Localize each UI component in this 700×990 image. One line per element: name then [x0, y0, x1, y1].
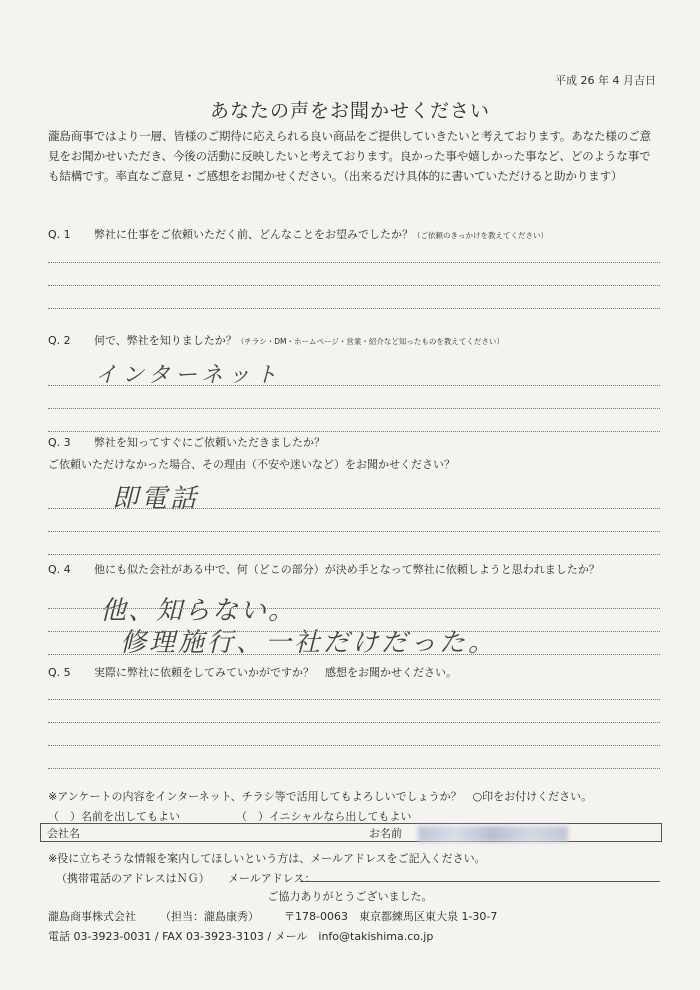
company-name-box: [40, 823, 662, 842]
email-note: ※役に立ちそうな情報を案内してほしいという方は、メールアドレスをご記入ください。: [48, 852, 486, 865]
thanks-text: ご協力ありがとうございました。: [267, 890, 433, 903]
question-text: 実際に弊社に依頼をしてみていかがですか？ 感想をお聞かせください。: [94, 666, 457, 679]
answer-line: [48, 768, 660, 769]
question-5: [48, 664, 457, 680]
consent-option-initials[interactable]: （ ）イニシャルなら出してもよい: [236, 810, 412, 823]
question-text: 他にも似た会社がある中で、何（どこの部分）が決め手となって弊社に依頼しようと思われましたか？: [94, 563, 600, 576]
footer-contact: （担当：瀧島康秀）: [160, 910, 259, 923]
question-number: Q. 1: [48, 228, 71, 241]
question-3: [48, 434, 325, 450]
email-label: メールアドレス：: [228, 872, 316, 885]
answer-line: [48, 654, 660, 655]
question-number: Q. 3: [48, 436, 71, 449]
question-4: [48, 561, 600, 577]
email-input-line[interactable]: [300, 881, 660, 882]
answer-line: [48, 431, 660, 432]
question-hint: （ご依頼のきっかけを教えてください）: [413, 231, 548, 240]
intro-text: 瀧島商事ではより一層、皆様のご期待に応えられる良い商品をご提供していきたいと考えております。あなた様のご意見をお聞かせいただき、今後の活動に反映したいと考えております。良かった事や嬉しかった事など、どのような事でも結構です。率直なご意見・ご感想をお聞かせください。（出来るだけ具体的に書いていただけると助かります）: [48, 129, 651, 183]
question-1: [48, 226, 548, 242]
answer-line: [48, 699, 660, 700]
answer-line: [48, 631, 660, 632]
issue-date: 平成 26 年 4 月吉日: [555, 74, 656, 87]
answer-line: [48, 608, 660, 609]
answer-line: [48, 531, 660, 532]
question-3-line2: ご依頼いただけなかった場合、その理由（不安や迷いなど）をお聞かせください？: [48, 458, 455, 471]
footer-address: 〒178-0063 東京都練馬区東大泉 1-30-7: [284, 910, 498, 923]
consent-question: ※アンケートの内容をインターネット、チラシ等で活用してもよろしいでしょうか？ ○印をお付けください。: [48, 790, 593, 803]
answer-line: [48, 262, 660, 263]
answer-2-handwriting: インターネット: [95, 363, 283, 388]
email-mobile-note: （携帯電話のアドレスはＮＧ）: [56, 872, 210, 885]
page-title: あなたの声をお聞かせください: [209, 100, 490, 122]
question-2: [48, 332, 504, 348]
question-text: 何で、弊社を知りましたか？: [94, 334, 237, 347]
answer-line: [48, 285, 660, 286]
answer-4-handwriting-line2: 修理施行、一社だけだった。: [120, 628, 498, 658]
answer-line: [48, 308, 660, 309]
answer-line: [48, 408, 660, 409]
answer-4-handwriting-line1: 他、知らない。: [100, 596, 297, 626]
answer-line: [48, 385, 660, 386]
question-text: 弊社に仕事をご依頼いただく前、どんなことをお望みでしたか？: [94, 228, 413, 241]
answer-3-handwriting: 即電話: [112, 484, 200, 514]
name-label: お名前: [369, 827, 402, 840]
consent-option-name[interactable]: （ ）名前を出してもよい: [48, 810, 180, 823]
answer-line: [48, 554, 660, 555]
footer-phone: 電話 03-3923-0031 / FAX 03-3923-3103 / メール info@takishima.co.jp: [48, 930, 434, 943]
question-number: Q. 2: [48, 334, 71, 347]
answer-line: [48, 745, 660, 746]
answer-line: [48, 722, 660, 723]
answer-line: [48, 508, 660, 509]
question-number: Q. 4: [48, 563, 71, 576]
redacted-name: [418, 826, 568, 842]
question-number: Q. 5: [48, 666, 71, 679]
question-text: 弊社を知ってすぐにご依頼いただきましたか？: [94, 436, 325, 449]
footer-company: 瀧島商事株式会社: [48, 910, 136, 923]
company-label: 会社名: [47, 827, 80, 840]
question-hint: （チラシ・DM・ホームページ・営業・紹介など知ったものを教えてください）: [236, 337, 504, 346]
